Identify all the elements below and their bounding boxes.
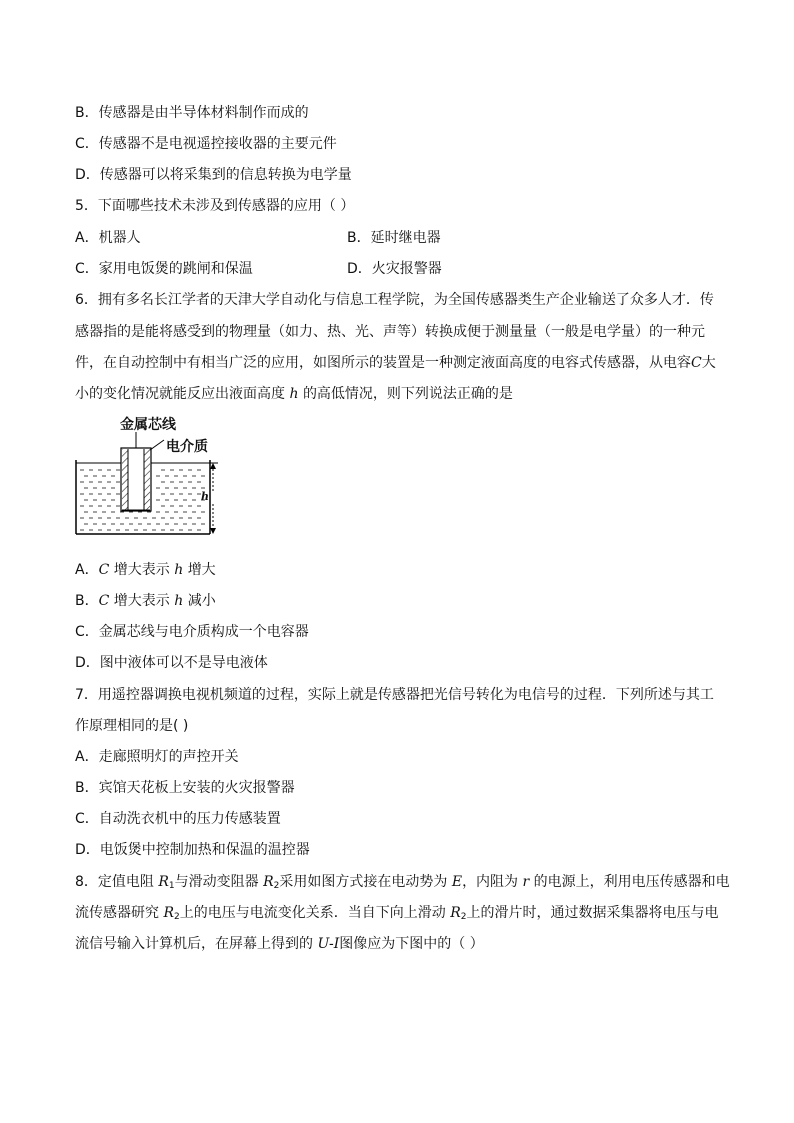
q6-stem-line2: 感器指的是能将感受到的物理量（如力、热、光、声等）转换成便于测量量（一般是电学量）的一种元 — [75, 324, 705, 340]
q6-option-c: C．金属芯线与电介质构成一个电容器 — [75, 624, 309, 640]
dielectric-wall-right — [144, 449, 150, 510]
q5-stem: 5．下面哪些技术未涉及到传感器的应用（ ） — [75, 198, 355, 214]
capacitive-sensor-figure — [74, 412, 224, 540]
q6-option-b: B．C 增大表示 h 减小 — [75, 593, 216, 609]
label-height-h: h — [201, 490, 209, 503]
q8-stem-line2: 流传感器研究 $R_2$上的电压与电流变化关系．当自下向上滑动 $R_2$上的滑片时，通过数据采集器将电压与电 — [75, 905, 719, 922]
q4-option-d: D．传感器可以将采集到的信息转换为电学量 — [75, 167, 352, 183]
q8-stem-line1: 8．定值电阻 $R_1$与滑动变阻器 $R_2$采用如图方式接在电动势为 E，内阻为 r 的电源上，利用电压传感器和电 — [75, 874, 730, 891]
dielectric-leader-line — [150, 440, 164, 450]
q5-option-b: B．延时继电器 — [347, 230, 441, 246]
q7-option-c: C．自动洗衣机中的压力传感装置 — [75, 811, 281, 827]
q7-stem-line2: 作原理相同的是( ) — [75, 718, 189, 734]
q5-option-a: A．机器人 — [75, 230, 141, 246]
q6-stem-line3: 件，在自动控制中有相当广泛的应用，如图所示的装置是一种测定液面高度的电容式传感器，从电容C大 — [75, 355, 716, 371]
q7-option-a: A．走廊照明灯的声控开关 — [75, 749, 239, 765]
q5-option-c: C．家用电饭煲的跳闸和保温 — [75, 261, 253, 277]
q5-option-d: D．火灾报警器 — [347, 261, 442, 277]
q7-option-d: D．电饭煲中控制加热和保温的温控器 — [75, 842, 310, 858]
q7-stem-line1: 7．用遥控器调换电视机频道的过程，实际上就是传感器把光信号转化为电信号的过程．下列所述与其工 — [75, 687, 714, 703]
label-dielectric: 电介质 — [166, 439, 208, 455]
q4-option-b: B．传感器是由半导体材料制作而成的 — [75, 105, 309, 121]
q6-stem-line4: 小的变化情况就能反应出液面高度 h 的高低情况，则下列说法正确的是 — [75, 386, 513, 402]
q4-option-c: C．传感器不是电视遥控接收器的主要元件 — [75, 136, 337, 152]
label-metal-core: 金属芯线 — [120, 417, 176, 433]
q7-option-b: B．宾馆天花板上安装的火灾报警器 — [75, 780, 295, 796]
q6-stem-line1: 6．拥有多名长江学者的天津大学自动化与信息工程学院，为全国传感器类生产企业输送了众多人才．传 — [75, 292, 714, 308]
q8-stem-line3: 流信号输入计算机后，在屏幕上得到的 U-I图像应为下图中的（ ） — [75, 936, 484, 952]
q6-option-d: D．图中液体可以不是导电液体 — [75, 655, 268, 671]
dielectric-wall-left — [122, 449, 128, 510]
q6-option-a: A．C 增大表示 h 增大 — [75, 562, 216, 578]
